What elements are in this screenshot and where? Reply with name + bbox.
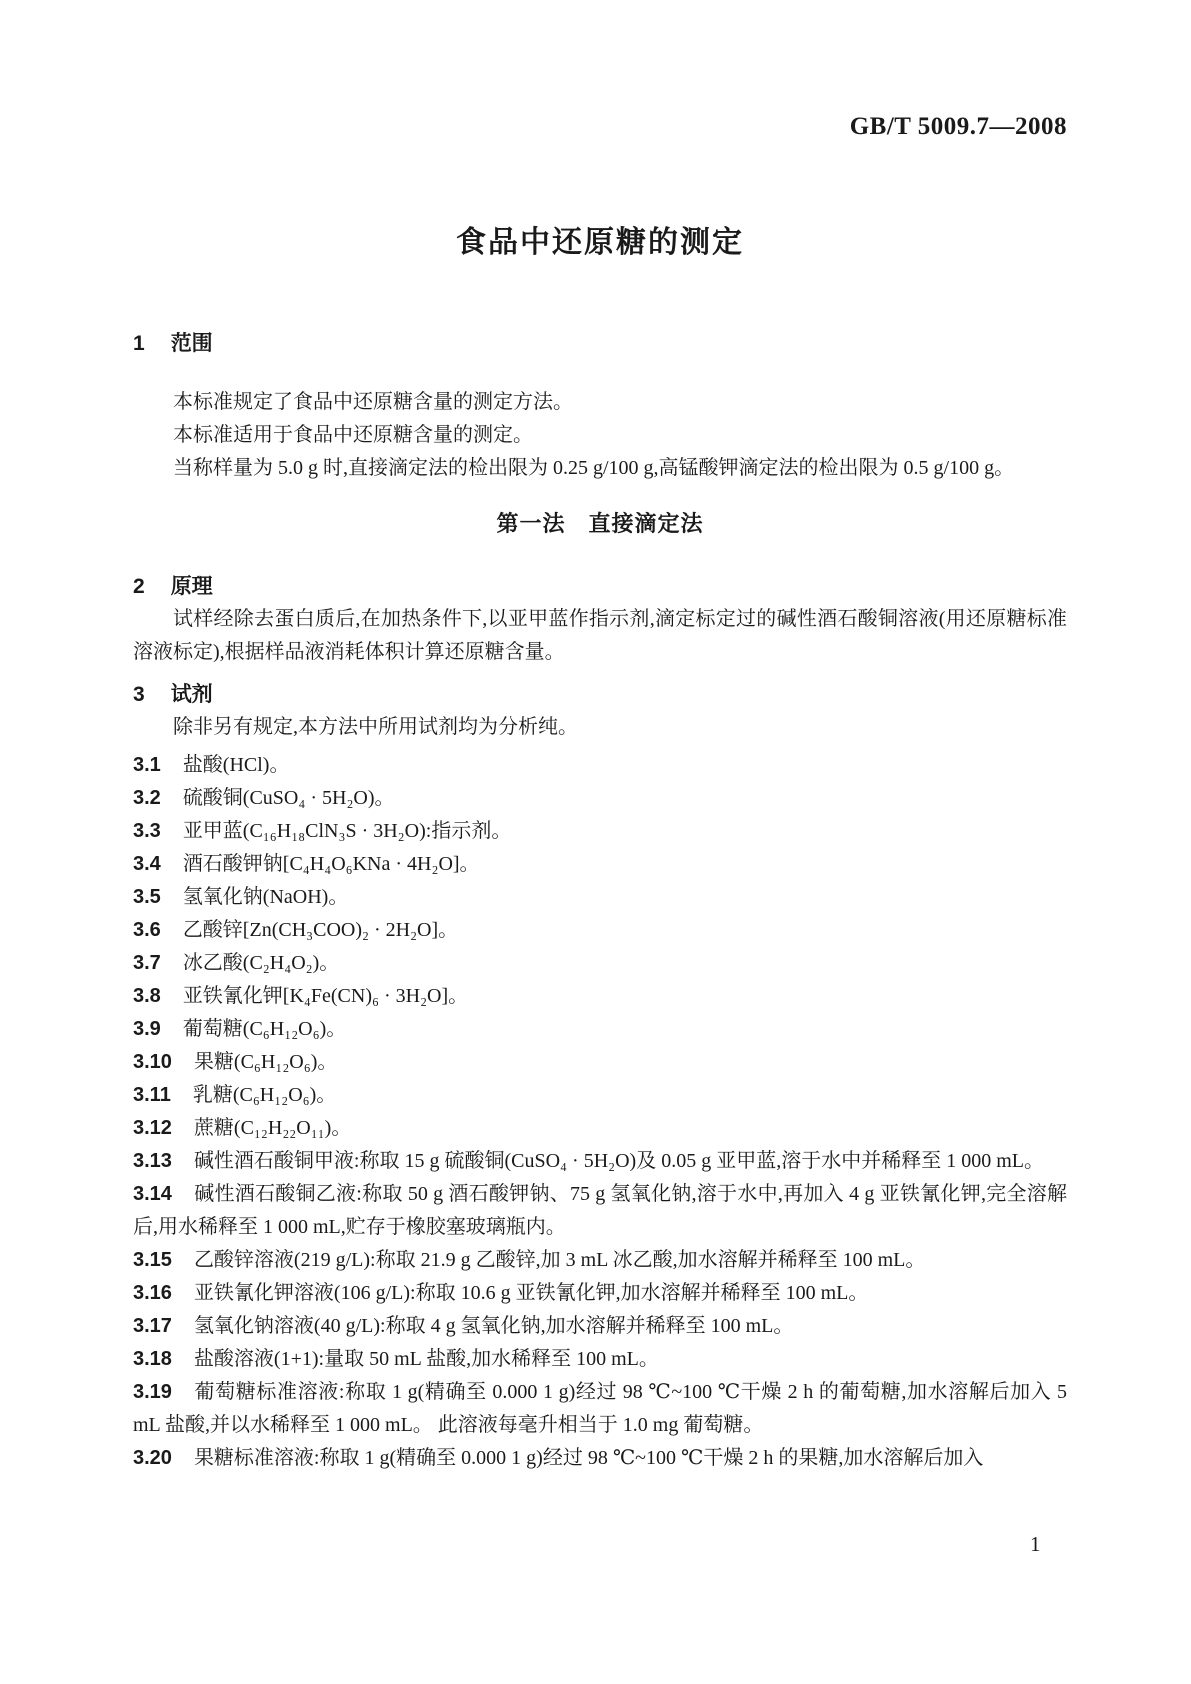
clause-number: 1 [133,332,145,355]
reagent-item-text: 葡萄糖标准溶液:称取 1 g(精确至 0.000 1 g)经过 98 ℃~100 ℃干燥 2 h 的葡萄糖,加水溶解后加入 5 mL 盐酸,并以水稀释至 1 000 mL。 此溶液每毫升相当于 1.0 mg 葡萄糖。 [133,1381,1067,1436]
reagent-item-number: 3.5 [133,886,161,908]
reagent-item-text: 果糖(C₆H₁₂O₆)。 [193,1051,338,1073]
reagent-item [133,1178,1067,1244]
reagent-item [133,1046,1067,1079]
clause-title: 试剂 [170,683,213,706]
reagent-item [133,914,1067,947]
page-number: 1 [1030,1532,1041,1556]
reagent-item-text: 碱性酒石酸铜乙液:称取 50 g 酒石酸钾钠、75 g 氢氧化钠,溶于水中,再加入 4 g 亚铁氰化钾,完全溶解后,用水稀释至 1 000 mL,贮存于橡胶塞玻璃瓶内。 [133,1183,1067,1238]
reagent-item [133,1013,1067,1046]
reagent-item-text: 亚铁氰化钾[K₄Fe(CN)₆ · 3H₂O]。 [182,985,469,1007]
reagent-item-number: 3.10 [133,1051,172,1073]
reagent-item-number: 3.18 [133,1348,172,1370]
reagent-item [133,1310,1067,1343]
reagent-list [133,749,1067,1475]
reagent-item-text: 果糖标准溶液:称取 1 g(精确至 0.000 1 g)经过 98 ℃~100 ℃干燥 2 h 的果糖,加水溶解后加入 [193,1447,984,1469]
reagent-item [133,980,1067,1013]
reagent-item-text: 碱性酒石酸铜甲液:称取 15 g 硫酸铜(CuSO₄ · 5H₂O)及 0.05 g 亚甲蓝,溶于水中并稀释至 1 000 mL。 [193,1150,1044,1172]
document-title: 食品中还原糖的测定 [456,226,744,259]
reagent-item-number: 3.12 [133,1117,172,1139]
clause-title: 原理 [170,575,213,598]
reagent-item-text: 硫酸铜(CuSO₄ · 5H₂O)。 [182,787,395,809]
reagent-item-text: 酒石酸钾钠[C₄H₄O₆KNa · 4H₂O]。 [182,853,480,875]
reagent-item-number: 3.9 [133,1018,161,1040]
reagent-item-text: 氢氧化钠溶液(40 g/L):称取 4 g 氢氧化钠,加水溶解并稀释至 100 mL。 [193,1315,794,1337]
reagent-item [133,1112,1067,1145]
reagent-item-number: 3.8 [133,985,161,1007]
reagent-item-text: 葡萄糖(C₆H₁₂O₆)。 [182,1018,347,1040]
reagent-item-number: 3.6 [133,919,161,941]
reagent-item [133,881,1067,914]
reagent-item [133,1277,1067,1310]
reagent-item [133,1145,1067,1178]
clause-heading-reagents [133,679,1067,711]
reagent-item [133,1343,1067,1376]
reagent-item-number: 3.1 [133,754,161,776]
clause-number: 2 [133,575,145,598]
reagent-item [133,1079,1067,1112]
reagent-item-text: 亚甲蓝(C₁₆H₁₈ClN₃S · 3H₂O):指示剂。 [182,820,512,842]
reagent-item-text: 乙酸锌[Zn(CH₃COO)₂ · 2H₂O]。 [182,919,459,941]
reagent-item-text: 亚铁氰化钾溶液(106 g/L):称取 10.6 g 亚铁氰化钾,加水溶解并稀释至 100 mL。 [193,1282,869,1304]
reagent-item-number: 3.15 [133,1249,172,1271]
reagent-item-number: 3.17 [133,1315,172,1337]
reagent-item-text: 冰乙酸(C₂H₄O₂)。 [182,952,340,974]
scope-paragraph: 本标准规定了食品中还原糖含量的测定方法。 [173,391,573,413]
reagent-item-text: 乳糖(C₆H₁₂O₆)。 [192,1084,337,1106]
reagent-item-number: 3.16 [133,1282,172,1304]
reagents-intro: 除非另有规定,本方法中所用试剂均为分析纯。 [173,716,578,738]
reagent-item-number: 3.19 [133,1381,172,1403]
reagent-item [133,848,1067,881]
page-content [133,0,1067,1475]
reagent-item [133,749,1067,782]
reagent-item-text: 蔗糖(C₁₂H₂₂O₁₁)。 [193,1117,352,1139]
reagent-item-number: 3.2 [133,787,161,809]
reagent-item-number: 3.4 [133,853,161,875]
reagent-item-text: 盐酸溶液(1+1):量取 50 mL 盐酸,加水稀释至 100 mL。 [193,1348,659,1370]
clause-title: 范围 [170,332,213,355]
reagent-item-text: 氢氧化钠(NaOH)。 [182,886,349,908]
reagent-item-text: 乙酸锌溶液(219 g/L):称取 21.9 g 乙酸锌,加 3 mL 冰乙酸,加水溶解并稀释至 100 mL。 [193,1249,926,1271]
method-heading: 第一法 直接滴定法 [496,511,704,536]
reagent-item-number: 3.13 [133,1150,172,1172]
reagent-item-number: 3.20 [133,1447,172,1469]
standard-code: GB/T 5009.7—2008 [849,113,1067,140]
clause-heading-scope [133,328,1067,360]
reagent-item-number: 3.11 [133,1084,171,1106]
reagent-item [133,815,1067,848]
reagent-item-number: 3.3 [133,820,161,842]
reagent-item-text: 盐酸(HCl)。 [182,754,290,776]
reagent-item [133,1244,1067,1277]
reagent-item-number: 3.14 [133,1183,172,1205]
reagent-item [133,1376,1067,1442]
reagent-item [133,1442,1067,1475]
reagent-item-number: 3.7 [133,952,161,974]
clause-heading-principle [133,571,1067,603]
reagent-item [133,947,1067,980]
principle-body: 试样经除去蛋白质后,在加热条件下,以亚甲蓝作指示剂,滴定标定过的碱性酒石酸铜溶液(用还原糖标准溶液标定),根据样品液消耗体积计算还原糖含量。 [133,608,1067,663]
reagent-item [133,782,1067,815]
scope-paragraph: 当称样量为 5.0 g 时,直接滴定法的检出限为 0.25 g/100 g,高锰酸钾滴定法的检出限为 0.5 g/100 g。 [173,457,1015,479]
scope-paragraph: 本标准适用于食品中还原糖含量的测定。 [173,424,533,446]
clause-number: 3 [133,683,145,706]
